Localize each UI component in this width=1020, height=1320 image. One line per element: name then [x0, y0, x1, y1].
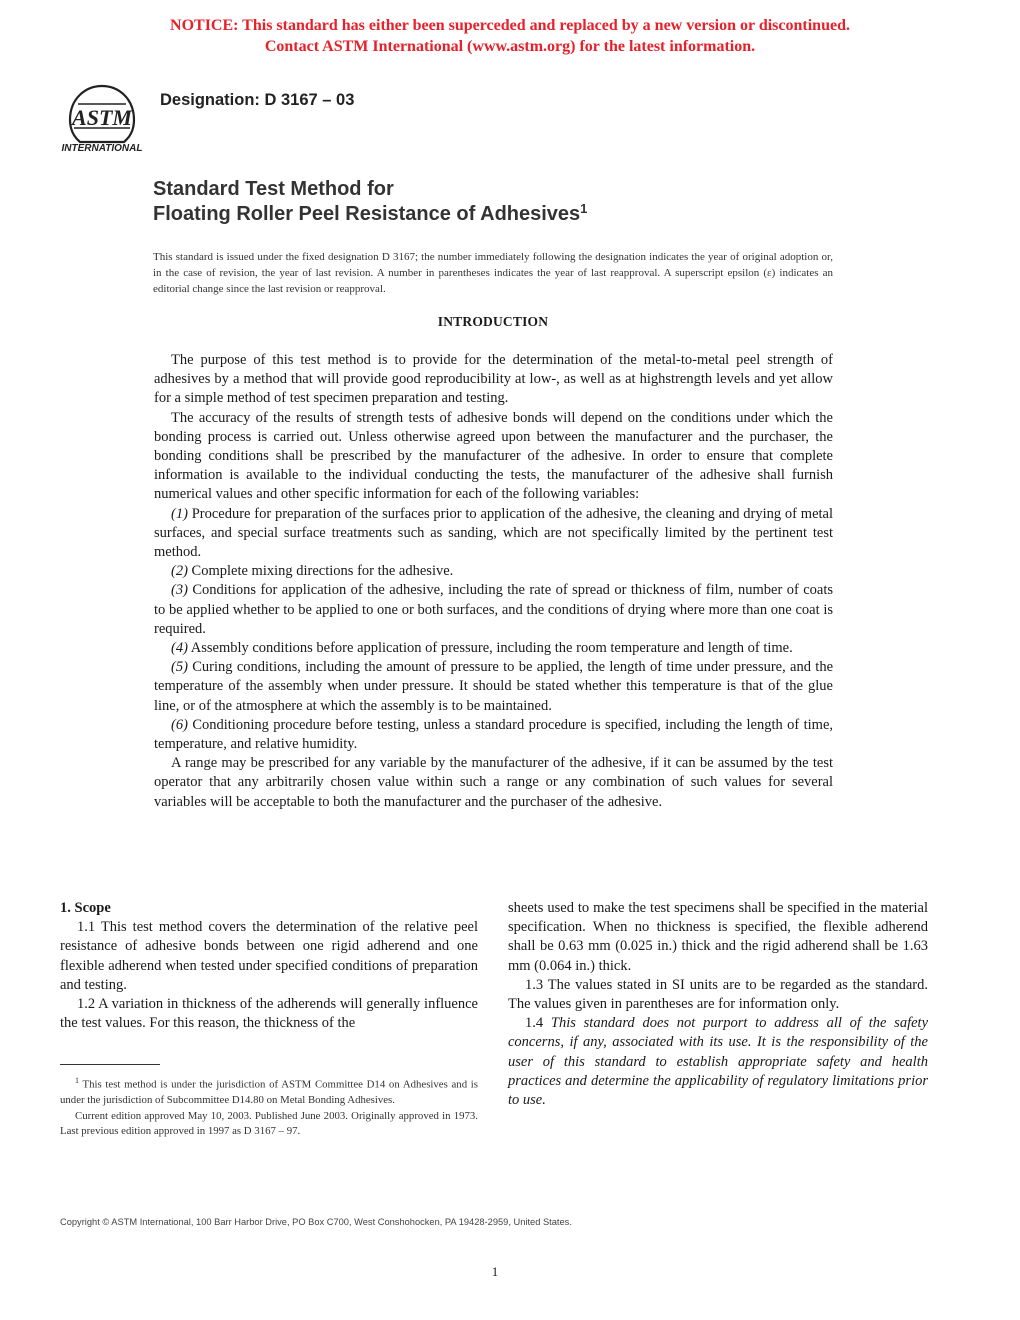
- intro-item-4: [154, 639, 833, 658]
- item-number: (5): [171, 659, 188, 676]
- scope-1-3: 1.3 The values stated in SI units are to be regarded as the standard. The values given in parentheses are for information only.: [508, 976, 928, 1013]
- footnote-1-text: This test method is under the jurisdiction of ASTM Committee D14 on Adhesives and is under the jurisdiction of Subcommittee D14.80 on Metal Bonding Adhesives.: [60, 1078, 478, 1107]
- title-text: Floating Roller Peel Resistance of Adhesives: [153, 203, 581, 225]
- item-number: (2): [171, 563, 188, 580]
- intro-item-2: [154, 562, 833, 581]
- scope-1-4-text: This standard does not purport to address all of the safety concerns, if any, associated with its use. It is the responsibility of the user of this standard to establish appropriate safety and health practices and determine the applicability of regulatory limitations prior to use.: [508, 1015, 929, 1109]
- astm-logo: [60, 80, 144, 154]
- right-column: [508, 899, 928, 1110]
- introduction-heading: INTRODUCTION: [437, 314, 549, 329]
- title-line-2: [153, 201, 587, 226]
- intro-item-1: [154, 505, 833, 563]
- scope-1-2-start: 1.2 A variation in thickness of the adherends will generally influence the test values. For this reason, the thickness of the: [60, 996, 478, 1032]
- page-number: 1: [491, 1264, 499, 1279]
- item-text: Procedure for preparation of the surfaces prior to application of the adhesive, the cleaning and drying of metal surfaces, and special surface treatments such as sanding, which are not specifically limited by the pertinent test method.: [154, 505, 834, 561]
- notice-line-2: Contact ASTM International (www.astm.org) for the latest information.: [264, 38, 756, 55]
- issued-note: This standard is issued under the fixed designation D 3167; the number immediately following the designation indicates the year of original adoption or, in the case of revision, the year of last revision. A number in parentheses indicates the year of last reapproval. A superscript epsilon (ε) indicates an editorial change since the last revision or reapproval.: [153, 251, 833, 295]
- intro-para-1: The purpose of this test method is to provide for the determination of the metal-to-metal peel strength of adhesives by a method that will provide good reproducibility at low-, as well as at highstrength levels and yet allow for a simple method of test specimen preparation and testing.: [154, 352, 833, 407]
- item-number: (6): [171, 716, 188, 733]
- item-text: Conditioning procedure before testing, unless a standard procedure is specified, including the length of time, temperature, and relative humidity.: [154, 716, 834, 753]
- item-text: Complete mixing directions for the adhesive.: [191, 563, 454, 580]
- logo-letters: ASTM: [72, 105, 132, 130]
- item-number: (4): [171, 640, 188, 657]
- intro-item-5: [154, 658, 833, 716]
- notice-line-1: NOTICE: This standard has either been superceded and replaced by a new version or discontinued.: [170, 17, 850, 34]
- copyright: Copyright © ASTM International, 100 Barr Harbor Drive, PO Box C700, West Conshohocken, PA 19428-2959, United States.: [60, 1217, 572, 1227]
- intro-para-2: The accuracy of the results of strength tests of adhesive bonds will depend on the conditions under which the bonding process is carried out. Unless otherwise agreed upon between the manufacturer and the purchaser, the bonding conditions shall be prescribed by the manufacturer of the adhesive. In order to ensure that complete information is available to the individual conducting the tests, the manufacturer of the adhesive shall furnish numerical values and other specific information for each of the following variables:: [154, 409, 833, 503]
- intro-para-3: A range may be prescribed for any variable by the manufacturer of the adhesive, if it can be assumed by the test operator that any arbitrarily chosen value within such a range or any combination of such values for several variables will be acceptable to both the manufacturer and the purchaser of the adhesive.: [154, 755, 833, 810]
- item-number: (1): [171, 505, 188, 522]
- scope-1-4-number: 1.4: [525, 1015, 544, 1032]
- intro-item-3: [154, 581, 833, 639]
- scope-1-1: 1.1 This test method covers the determination of the relative peel resistance of adhesive bonds between one rigid adherend and one flexible adherend when tested under specified conditions of preparation and testing.: [60, 919, 478, 993]
- footnote-1-ref: 1: [75, 1076, 79, 1085]
- title-line-1: Standard Test Method for: [153, 178, 394, 200]
- intro-item-6: [154, 716, 833, 754]
- item-text: Conditions for application of the adhesive, including the rate of spread or thickness of film, number of coats to be applied whether to be applied to one or both surfaces, and the conditions of drying where more than one coat is required.: [154, 582, 834, 637]
- introduction-body: [154, 351, 833, 812]
- item-text: Curing conditions, including the amount of pressure to be applied, the length of time under pressure, and the temperature of the assembly when under pressure. It should be stated whether this temperature is that of the glue line, or of the atmosphere at which the assembly is to be maintained.: [154, 659, 834, 714]
- left-column: [60, 899, 478, 1033]
- footnote-divider: [60, 1064, 160, 1065]
- logo-subtitle: INTERNATIONAL: [61, 143, 143, 154]
- scope-1-2-end: sheets used to make the test specimens shall be specified in the material specification. When no thickness is specified, the flexible adherend shall be 0.63 mm (0.025 in.) thick and the rigid adherend shall be 1.63 mm (0.064 in.) thick.: [508, 900, 928, 974]
- scope-1-4: [508, 1014, 928, 1110]
- item-number: (3): [171, 582, 188, 599]
- scope-heading: 1. Scope: [60, 900, 111, 916]
- footnote-1: [60, 1073, 478, 1109]
- footnote-2: Current edition approved May 10, 2003. Published June 2003. Originally approved in 1973. Last previous edition approved in 1997 as D 3167 – 97.: [60, 1109, 478, 1138]
- footnotes: [60, 1073, 478, 1140]
- item-text: Assembly conditions before application of pressure, including the room temperature and length of time.: [190, 640, 793, 657]
- designation: Designation: D 3167 – 03: [160, 91, 355, 109]
- title-footnote-ref: 1: [580, 201, 588, 216]
